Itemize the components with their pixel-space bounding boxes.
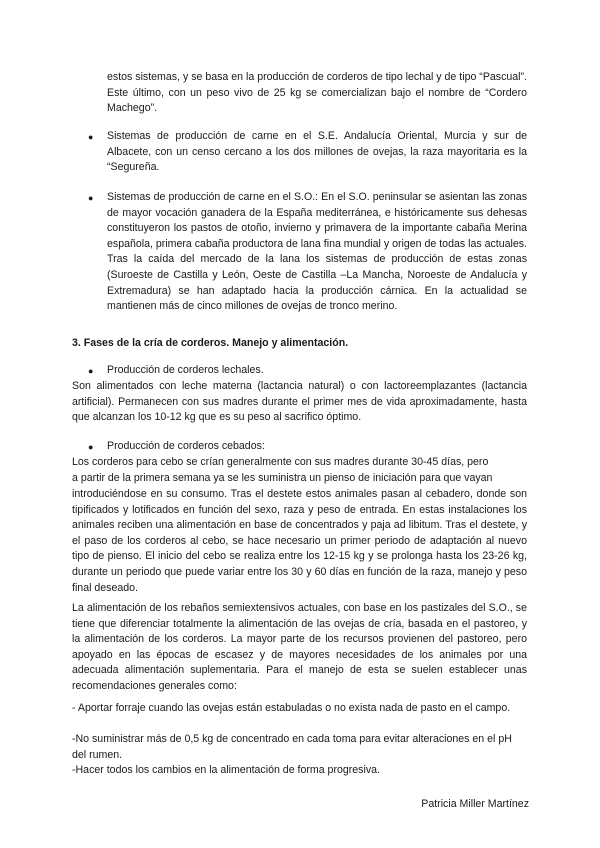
feeding-paragraph: La alimentación de los rebaños semiextensivos actuales, con base en los pastizales del S.O., se tiene que diferenciar totalmente la alimentación de las ovejas de cría, basada en el pastoreo, y la alimentación de los corderos. La mayor parte de los recursos provienen del pastoreo, pero apoyado en las épocas de escasez y de mayores necesidades de los animales por una adecuada alimentación suplementaria. Para el manejo de esta se suelen establecer unas recomendaciones generales como: <box>72 602 527 692</box>
bullet-icon: ● <box>88 442 94 452</box>
subsection-body-cebados-line-1: Los corderos para cebo se crían generalmente con sus madres durante 30-45 días, pero <box>72 456 489 468</box>
recommendation-item: - Aportar forraje cuando las ovejas están estabuladas o no exista nada de pasto en el campo. <box>72 702 511 714</box>
subsection-body-lechales: Son alimentados con leche materna (lactancia natural) o con lactoreemplazantes (lactancia artificial). Permanecen con sus madres durante el primer mes de vida aproximadamente, hasta que alcanzan los 10-12 kg que es su peso al sacrifico óptimo. <box>72 380 527 424</box>
bullet-southwest: Sistemas de producción de carne en el S.O.: En el S.O. peninsular se asientan las zonas de mayor vocación ganadera de la España mediterránea, e históricamente sus dehesas constituyeron los pastos de otoño, invierno y primavera de la importante cabaña Merina española, primera cabaña productora de lana fina mundial y origen de todas las actuales. Tras la caída del mercado de la lana los sistemas de producción de estas zonas (Suroeste de Castilla y León, Oeste de Castilla –La Mancha, Noroeste de Andalucía y Extremadura) se han adaptado hacia la producción cárnica. En la actualidad se mantienen más de cinco millones de ovejas de tronco merino. <box>107 191 527 313</box>
bullet-southeast: Sistemas de producción de carne en el S.E. Andalucía Oriental, Murcia y sur de Albacete, con un censo cercano a los dos millones de ovejas, la raza mayoritaria es la “Segureña. <box>107 130 527 174</box>
subsection-body-cebados-line-2: a partir de la primera semana ya se les suministra un pienso de iniciación para que vayan <box>72 472 493 484</box>
recommendation-item: -Hacer todos los cambios en la alimentación de forma progresiva. <box>72 764 380 776</box>
subsection-title-cebados: Producción de corderos cebados: <box>107 440 265 452</box>
bullet-icon: ● <box>88 193 94 203</box>
subsection-title-lechales: Producción de corderos lechales. <box>107 364 264 376</box>
continuation-paragraph: estos sistemas, y se basa en la producción de corderos de tipo lechal y de tipo “Pascual”. Este último, con un peso vivo de 25 kg se comercializan bajo el nombre de “Cordero Machego”. <box>107 71 527 115</box>
recommendation-item: -No suministrar más de 0,5 kg de concentrado en cada toma para evitar alteraciones en el pH del rumen. <box>72 733 512 761</box>
footer-author: Patricia Miller Martínez <box>421 798 529 810</box>
section-heading: 3. Fases de la cría de corderos. Manejo y alimentación. <box>72 337 349 349</box>
subsection-body-cebados: introduciéndose en su consumo. Tras el destete estos animales pasan al cebadero, donde son tipificados y lotificados en función del sexo, raza y peso de entrada. En estas instalaciones los animales reciben una alimentación en base de concentrados y paja ad libitum. Tras el destete, y el paso de los corderos al cebo, se hace necesario un primer periodo de adaptación al nuevo tipo de pienso. El inicio del cebo se realiza entre los 12-15 kg y se prolonga hasta los 23-26 kg, durante un periodo que puede variar entre los 30 y 60 días en función de la raza, manejo y peso final deseado. <box>72 488 527 594</box>
bullet-icon: ● <box>88 132 94 142</box>
bullet-icon: ● <box>88 366 94 376</box>
